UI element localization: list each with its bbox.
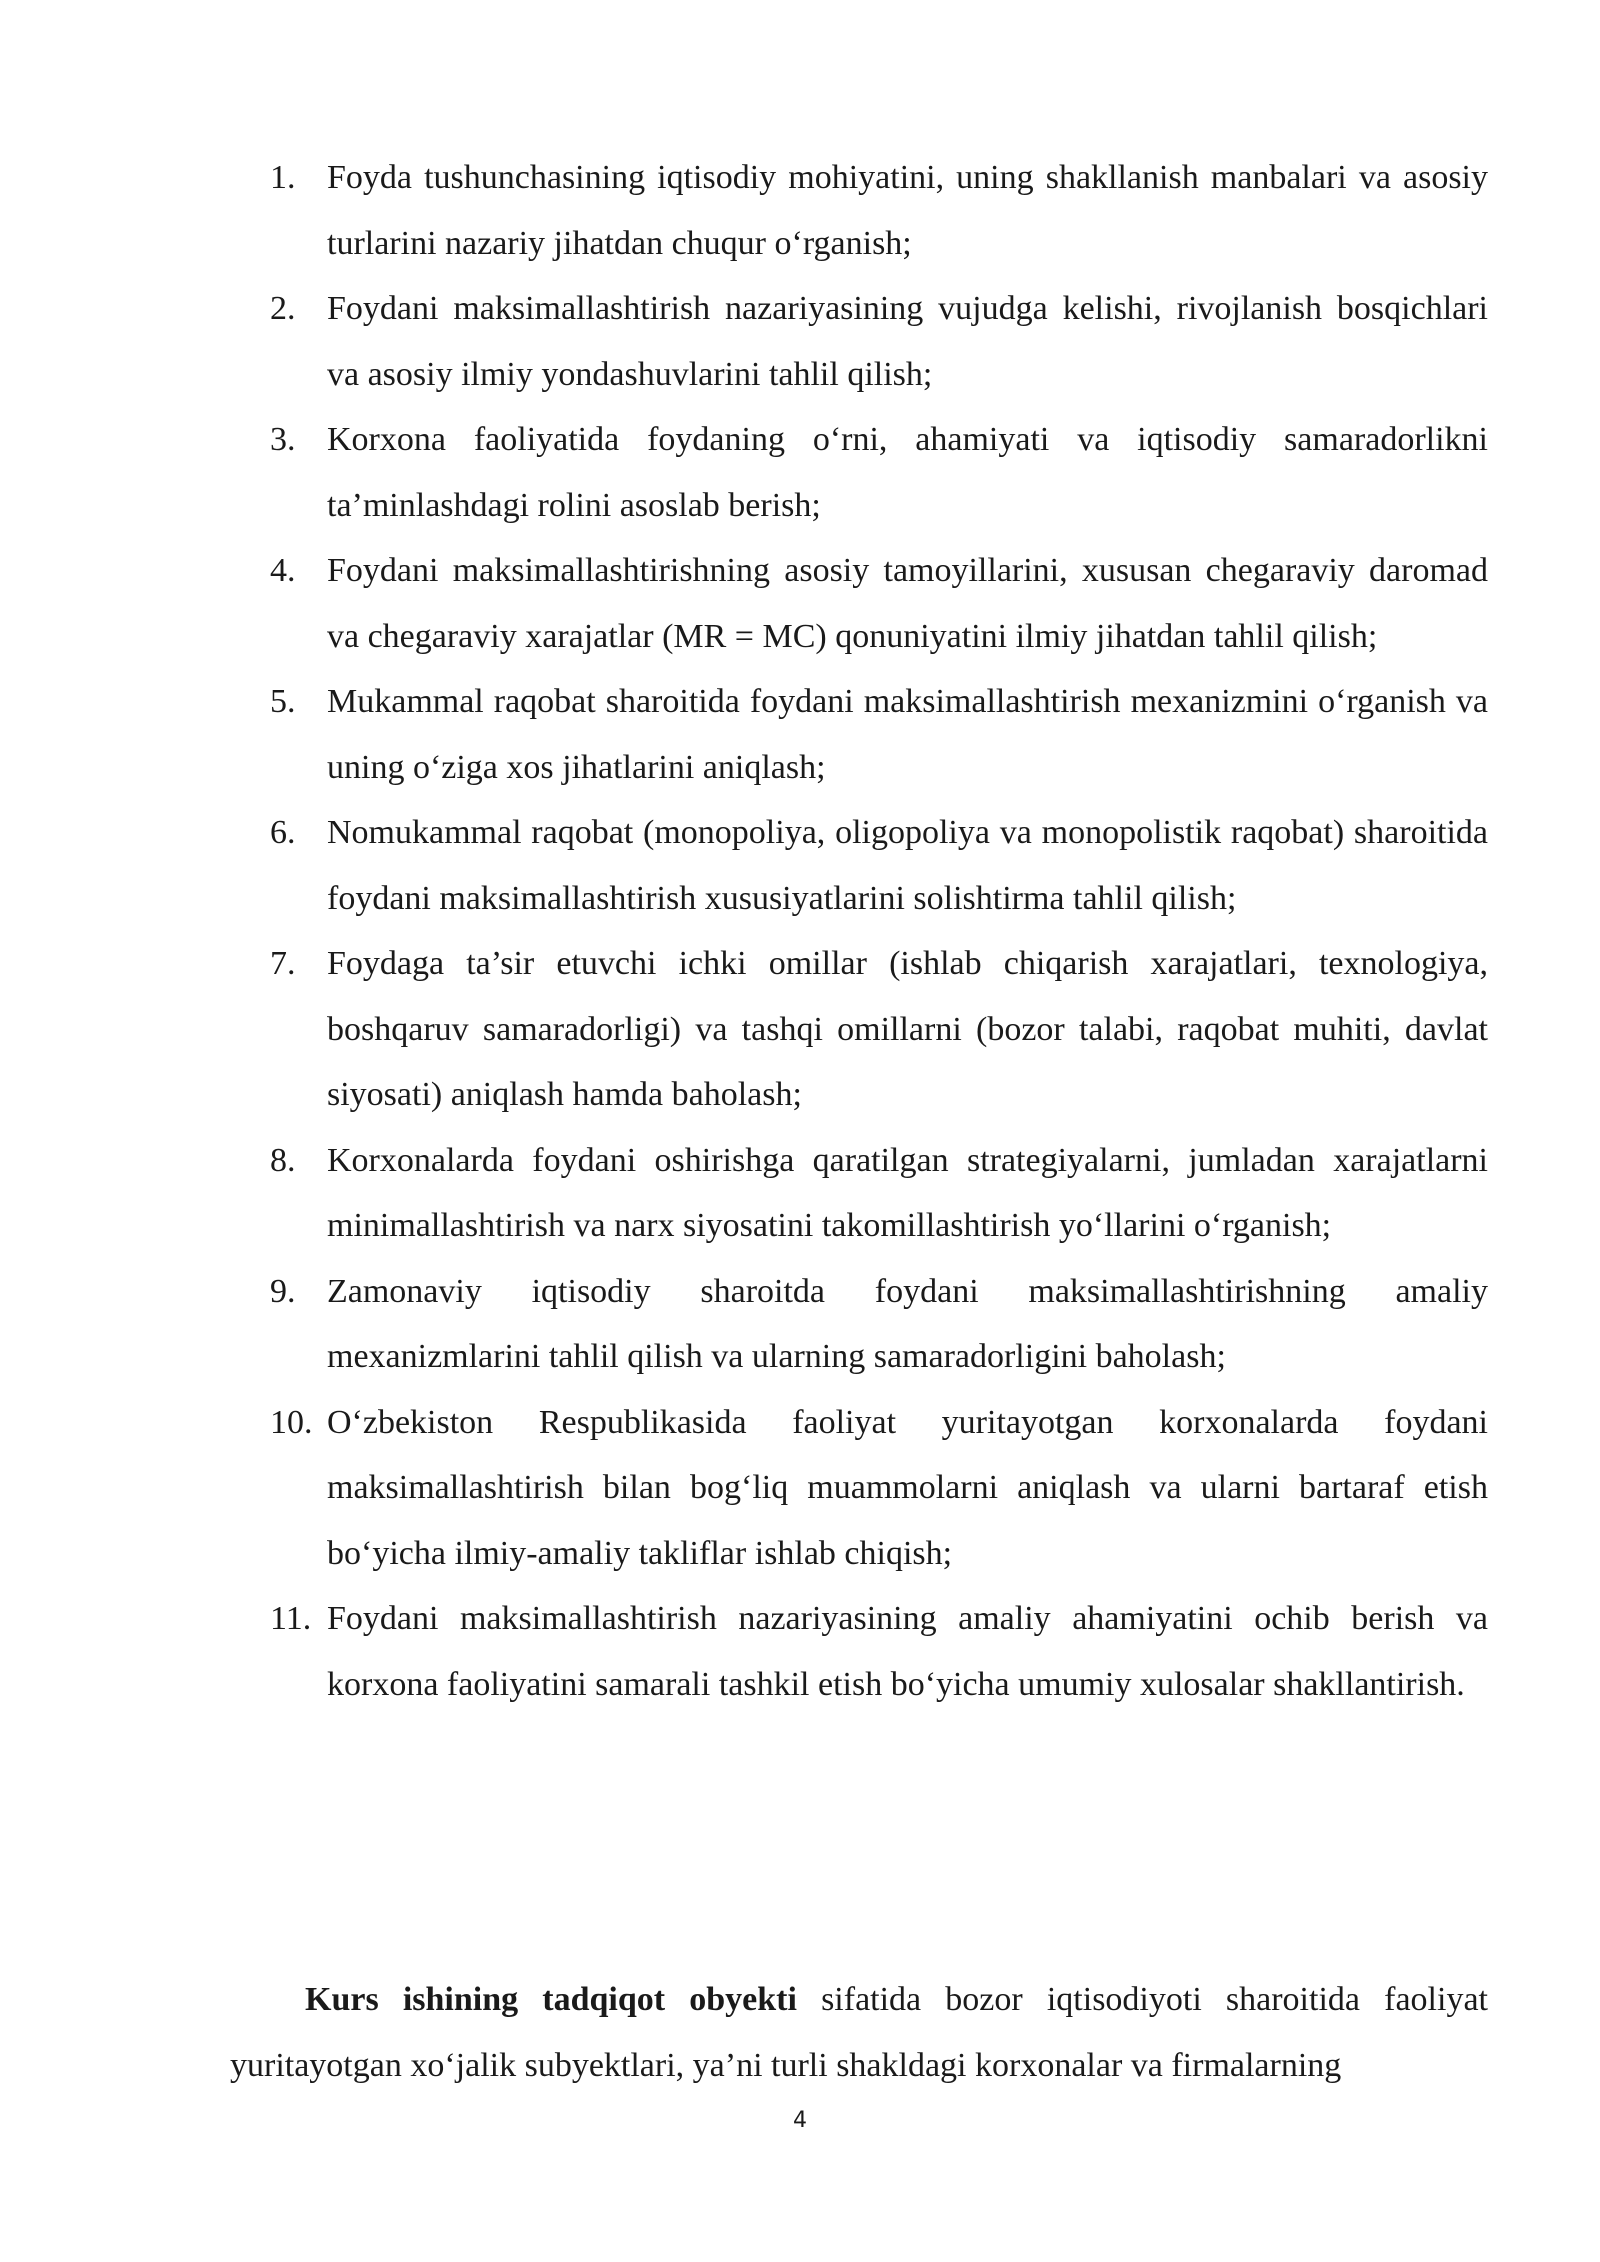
- list-item-number: 6.: [270, 814, 296, 851]
- list-item-number: 7.: [270, 945, 296, 982]
- list-item-number: 11.: [270, 1600, 312, 1637]
- objectives-list: [270, 145, 1488, 1717]
- list-item-number: 5.: [270, 683, 296, 720]
- list-item-number: 3.: [270, 421, 296, 458]
- list-item: [270, 1259, 1488, 1390]
- list-item-number: 4.: [270, 552, 296, 589]
- list-item-text: Foydani maksimallashtirish nazariyasining vujudga kelishi, rivojlanish bosqichlari va asosiy ilmiy yondashuvlarini tahlil qilish;: [327, 290, 1488, 393]
- list-item-number: 8.: [270, 1141, 296, 1179]
- list-item: [270, 800, 1488, 931]
- research-object-paragraph: [230, 1967, 1488, 2098]
- list-item-number: 10.: [270, 1403, 313, 1441]
- list-item-text: Foydani maksimallashtirish nazariyasining amaliy ahamiyatini ochib berish va korxona faoliyatini samarali tashkil etish bo‘yicha umumiy xulosalar shakllantirish.: [327, 1600, 1488, 1703]
- list-item-number: 1.: [270, 159, 296, 196]
- list-item: [270, 931, 1488, 1128]
- list-item-text: Foydani maksimallashtirishning asosiy tamoyillarini, xususan chegaraviy daromad va chegaraviy xarajatlar (MR = MC) qonuniyatini ilmiy jihatdan tahlil qilish;: [327, 552, 1488, 655]
- list-item-text: Korxonalarda foydani oshirishga qaratilgan strategiyalarni, jumladan xarajatlarni minimallashtirish va narx siyosatini takomillashtirish yo‘llarini o‘rganish;: [327, 1141, 1488, 1244]
- list-item: [270, 1128, 1488, 1259]
- research-object-heading: Kurs ishining tadqiqot obyekti: [305, 1981, 797, 2018]
- list-item: [270, 669, 1488, 800]
- research-object-text: sifatida bozor iqtisodiyoti sharoitida faoliyat yuritayotgan xo‘jalik subyektlari, ya’ni turli shakldagi korxonalar va firmalarning: [230, 1981, 1488, 2084]
- list-item-text: Zamonaviy iqtisodiy sharoitda foydani maksimallashtirishning amaliy mexanizmlarini tahlil qilish va ularning samaradorligini baholash;: [327, 1272, 1488, 1375]
- list-item: [270, 276, 1488, 407]
- list-item-number: 2.: [270, 290, 296, 327]
- list-item-text: Mukammal raqobat sharoitida foydani maksimallashtirish mexanizmini o‘rganish va uning o‘ziga xos jihatlarini aniqlash;: [327, 683, 1488, 786]
- page-number: 4: [793, 2108, 807, 2133]
- list-item: [270, 538, 1488, 669]
- list-item-text: Foydaga ta’sir etuvchi ichki omillar (ishlab chiqarish xarajatlari, texnologiya, boshqaruv samaradorligi) va tashqi omillarni (bozor talabi, raqobat muhiti, davlat siyosati) aniqlash hamda baholash;: [327, 945, 1488, 1113]
- list-item-text: Nomukammal raqobat (monopoliya, oligopoliya va monopolistik raqobat) sharoitida foydani maksimallashtirish xususiyatlarini solishtirma tahlil qilish;: [327, 814, 1488, 917]
- list-item-text: Foyda tushunchasining iqtisodiy mohiyatini, uning shakllanish manbalari va asosiy turlarini nazariy jihatdan chuqur o‘rganish;: [327, 159, 1488, 262]
- list-item: [270, 407, 1488, 538]
- list-item: [270, 1390, 1488, 1587]
- list-item: [270, 145, 1488, 276]
- list-item: [270, 1586, 1488, 1717]
- list-item-text: Korxona faoliyatida foydaning o‘rni, ahamiyati va iqtisodiy samaradorlikni ta’minlashdagi rolini asoslab berish;: [327, 421, 1488, 524]
- list-item-text: O‘zbekiston Respublikasida faoliyat yuritayotgan korxonalarda foydani maksimallashtirish bilan bog‘liq muammolarni aniqlash va ularni bartaraf etish bo‘yicha ilmiy-amaliy takliflar ishlab chiqish;: [327, 1403, 1488, 1572]
- list-item-number: 9.: [270, 1272, 296, 1310]
